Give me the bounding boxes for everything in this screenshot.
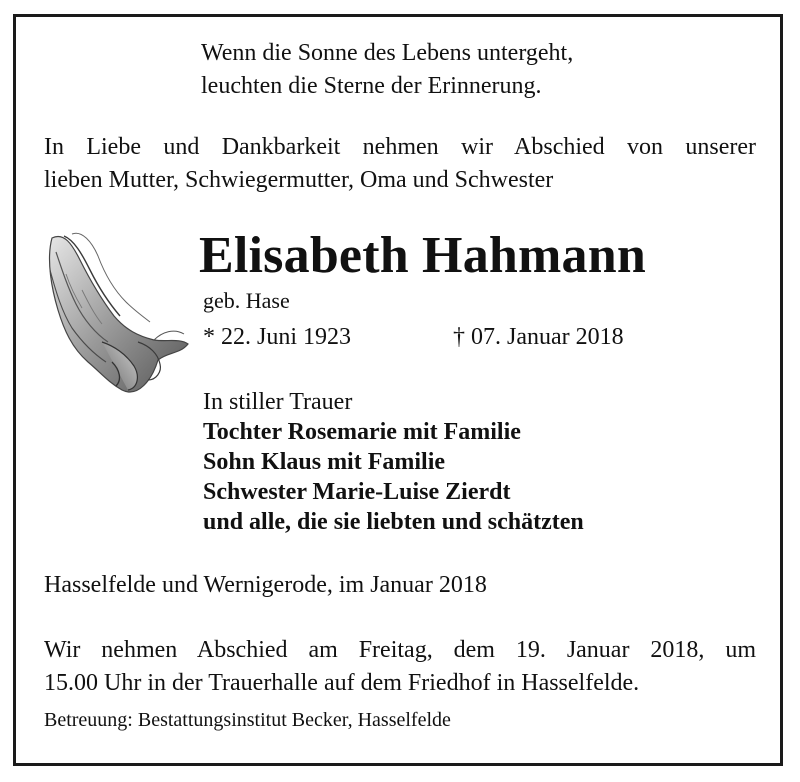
intro-text (44, 131, 756, 197)
deceased-name: Elisabeth Hahmann (199, 227, 646, 284)
mourner-entry: und alle, die sie liebten und schätzten (203, 509, 584, 535)
motto-quote (201, 37, 573, 103)
undertaker-credit: Betreuung: Bestattungsinstitut Becker, Hasselfelde (44, 709, 451, 731)
service-info (44, 634, 756, 700)
birth-name: geb. Hase (203, 288, 290, 313)
service-line: Wir nehmen Abschied am Freitag, dem 19. Januar 2018, um (44, 637, 756, 663)
mourner-entry: Sohn Klaus mit Familie (203, 449, 446, 475)
mourners-list (203, 387, 584, 537)
motto-line: leuchten die Sterne der Erinnerung. (201, 73, 542, 99)
place-and-date: Hasselfelde und Wernigerode, im Januar 2018 (44, 572, 487, 598)
service-line: 15.00 Uhr in der Trauerhalle auf dem Friedhof in Hasselfelde. (44, 670, 640, 696)
motto-line: Wenn die Sonne des Lebens untergeht, (201, 40, 574, 66)
mourners-lead: In stiller Trauer (203, 389, 353, 415)
intro-line: lieben Mutter, Schwiegermutter, Oma und Schwester (44, 167, 554, 193)
birth-date: * 22. Juni 1923 (203, 324, 352, 350)
intro-line: In Liebe und Dankbarkeit nehmen wir Abschied von unserer (44, 134, 756, 160)
praying-hands-icon (42, 230, 192, 400)
death-date: † 07. Januar 2018 (453, 324, 624, 350)
mourner-entry: Tochter Rosemarie mit Familie (203, 419, 521, 445)
mourner-entry: Schwester Marie-Luise Zierdt (203, 479, 511, 505)
